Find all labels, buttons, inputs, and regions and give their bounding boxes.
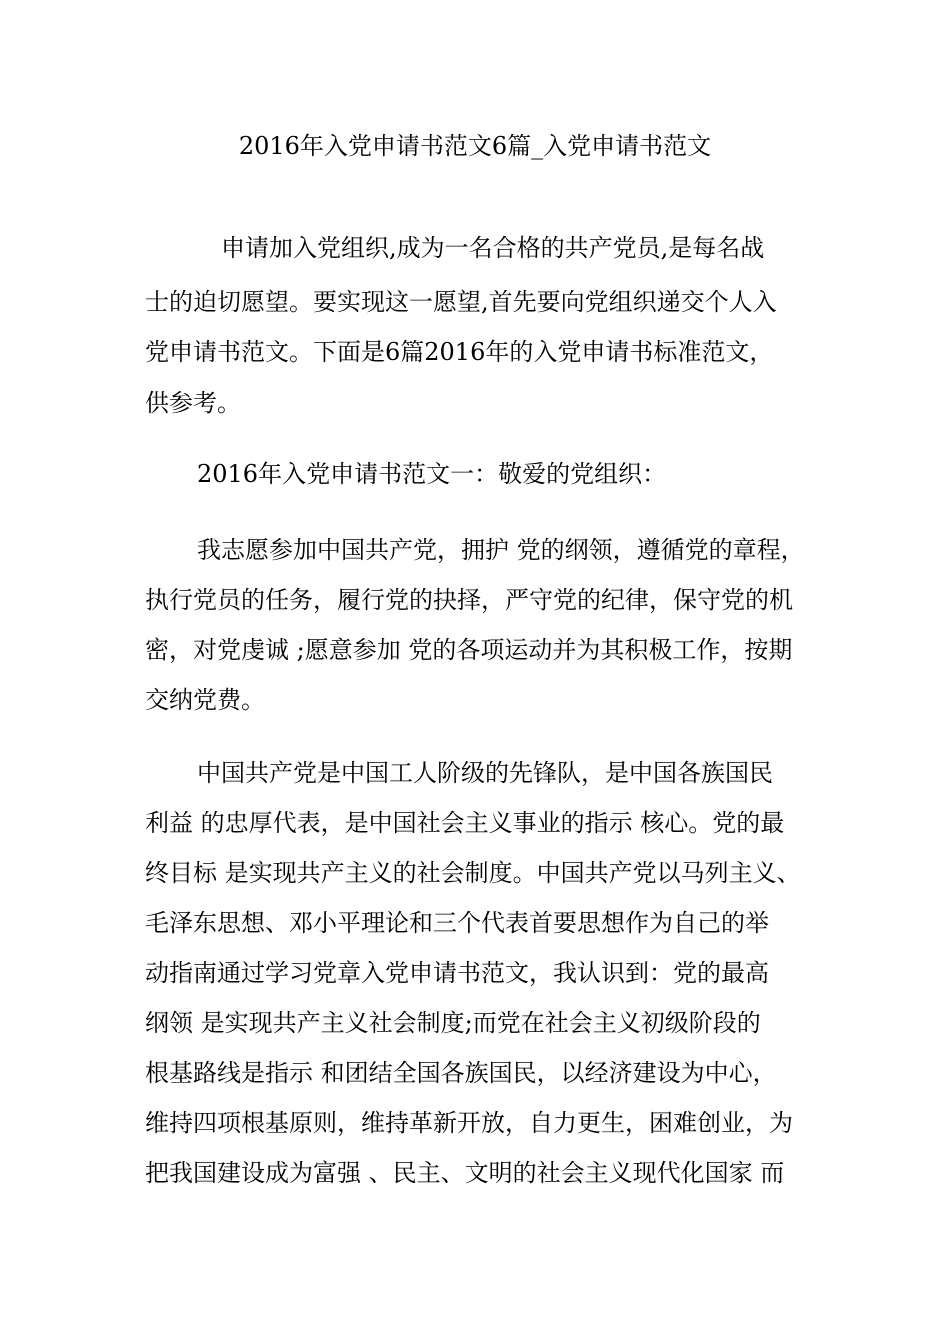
- paragraph-4-line-9: 把我国建设成为富强 、民主、文明的社会主义现代化国家 而: [145, 1159, 785, 1187]
- paragraph-4-line-8: 维持四项根基原则，维持革新开放，自力更生，困难创业，为: [145, 1109, 793, 1137]
- paragraph-1-line-1: 申请加入党组织,成为一名合格的共产党员,是每名战: [221, 234, 765, 262]
- paragraph-4-line-2: 利益 的忠厚代表，是中国社会主义事业的指示 核心。党的最: [145, 809, 785, 837]
- paragraph-3-line-3: 密，对党虔诚 ;愿意参加 党的各项运动并为其积极工作，按期: [145, 636, 793, 664]
- paragraph-1-line-3: 党申请书范文。下面是6篇2016年的入党申请书标准范文，: [145, 338, 774, 366]
- paragraph-4-line-3: 终目标 是实现共产主义的社会制度。中国共产党以马列主义、: [145, 859, 801, 887]
- document-title: 2016年入党申请书范文6篇_入党申请书范文: [238, 132, 712, 160]
- paragraph-4-line-5: 动指南通过学习党章入党申请书范文，我认识到：党的最高: [145, 959, 769, 987]
- paragraph-4-line-7: 根基路线是指示 和团结全国各族国民，以经济建设为中心，: [145, 1059, 777, 1087]
- paragraph-4-line-4: 毛泽东思想、邓小平理论和三个代表首要思想作为自己的举: [145, 909, 769, 937]
- paragraph-4-line-6: 纲领 是实现共产主义社会制度;而党在社会主义初级阶段的: [145, 1009, 761, 1037]
- paragraph-1-line-2: 士的迫切愿望。要实现这一愿望,首先要向党组织递交个人入: [145, 288, 777, 316]
- paragraph-3-line-4: 交纳党费。: [145, 686, 265, 714]
- paragraph-3-line-2: 执行党员的任务，履行党的抉择，严守党的纪律，保守党的机: [145, 586, 793, 614]
- paragraph-2-line-1: 2016年入党申请书范文一：敬爱的党组织：: [197, 460, 667, 488]
- paragraph-4-line-1: 中国共产党是中国工人阶级的先锋队，是中国各族国民: [197, 759, 773, 787]
- paragraph-1-line-4: 供参考。: [145, 389, 241, 417]
- paragraph-3-line-1: 我志愿参加中国共产党，拥护 党的纲领，遵循党的章程，: [197, 536, 805, 564]
